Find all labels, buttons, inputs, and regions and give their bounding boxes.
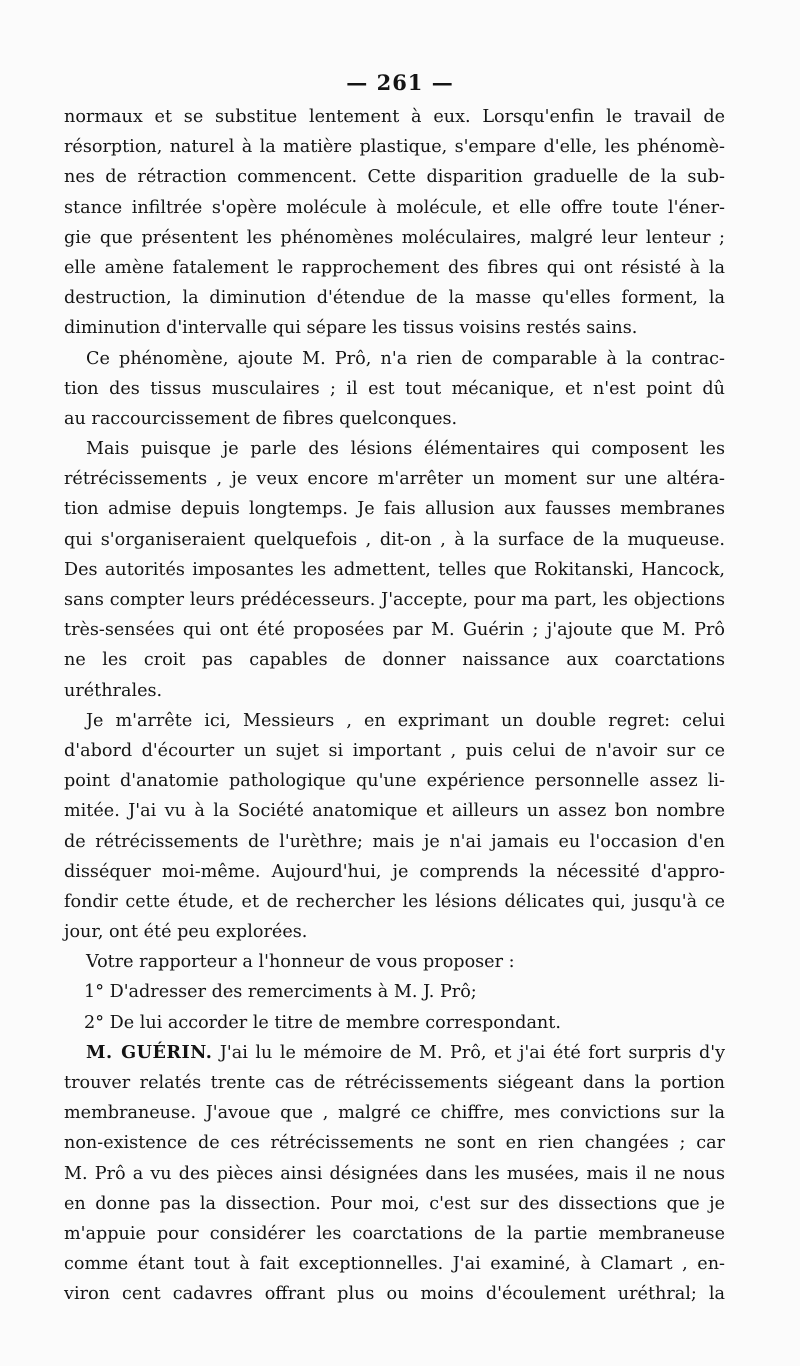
text-line: jour, ont été peu explorées. <box>64 922 308 943</box>
paragraph-first-line: Je m'arrête ici, Messieurs , en exprimant un double regret: celui <box>86 710 725 731</box>
text-line: Des autorités imposantes les admettent, telles que Rokitanski, Hancock, <box>64 559 725 580</box>
text-line: sans compter leurs prédécesseurs. J'accepte, pour ma part, les objections <box>64 590 725 610</box>
paragraph-first-line <box>64 1038 725 1068</box>
text-line: trouver relatés trente cas de rétrécissements siégeant dans la portion <box>64 1073 725 1093</box>
text-line: non-existence de ces rétrécissements ne sont en rien changées ; car <box>64 1133 725 1154</box>
text-line: point d'anatomie pathologique qu'une expérience personnelle assez li- <box>64 771 725 792</box>
text-line: stance infiltrée s'opère molécule à molécule, et elle offre toute l'éner- <box>64 197 725 218</box>
text-line: rétrécissements , je veux encore m'arrêter un moment sur une altéra- <box>64 469 725 490</box>
text-line: diminution d'intervalle qui sépare les tissus voisins restés sains. <box>64 318 638 339</box>
text-line: mitée. J'ai vu à la Société anatomique et ailleurs un assez bon nombre <box>64 801 725 822</box>
text-line: tion admise depuis longtemps. Je fais allusion aux fausses membranes <box>64 499 725 520</box>
page-number: — 261 — <box>346 70 454 95</box>
text-line: qui s'organiseraient quelquefois , dit-on , à la surface de la muqueuse. <box>64 529 725 550</box>
text-line: au raccourcissement de fibres quelconques. <box>64 408 458 429</box>
speaker-name: M. GUÉRIN. <box>86 1041 213 1063</box>
paragraph-first-line: Votre rapporteur a l'honneur de vous proposer : <box>86 952 515 973</box>
text-line: résorption, naturel à la matière plastique, s'empare d'elle, les phénomè- <box>64 137 725 158</box>
speaker-text: J'ai lu le mémoire de M. Prô, et j'ai été fort surpris d'y <box>212 1042 726 1063</box>
text-line: ne les croit pas capables de donner naissance aux coarctations <box>64 650 725 671</box>
text-line: gie que présentent les phénomènes moléculaires, malgré leur lenteur ; <box>64 227 725 248</box>
text-line: fondir cette étude, et de rechercher les lésions délicates qui, jusqu'à ce <box>64 891 725 912</box>
text-line: de rétrécissements de l'urèthre; mais je n'ai jamais eu l'occasion d'en <box>64 831 725 852</box>
body-text <box>64 102 725 1310</box>
numbered-item: 2° De lui accorder le titre de membre correspondant. <box>84 1012 561 1033</box>
text-line: destruction, la diminution d'étendue de la masse qu'elles forment, la <box>64 288 725 309</box>
text-line: tion des tissus musculaires ; il est tout mécanique, et n'est point dû <box>64 378 725 399</box>
text-line: d'abord d'écourter un sujet si important , puis celui de n'avoir sur ce <box>64 740 725 761</box>
text-line: uréthrales. <box>64 680 163 701</box>
paragraph-first-line: Ce phénomène, ajoute M. Prô, n'a rien de comparable à la contrac- <box>86 348 725 369</box>
text-line: viron cent cadavres offrant plus ou moins d'écoulement uréthral; la <box>64 1284 725 1305</box>
text-line: en donne pas la dissection. Pour moi, c'est sur des dissections que je <box>64 1193 725 1214</box>
text-line: nes de rétraction commencent. Cette disparition graduelle de la sub- <box>64 167 725 188</box>
numbered-item: 1° D'adresser des remerciments à M. J. Prô; <box>84 982 477 1003</box>
text-line: M. Prô a vu des pièces ainsi désignées dans les musées, mais il ne nous <box>64 1163 725 1184</box>
text-line: m'appuie pour considérer les coarctations de la partie membraneuse <box>64 1223 725 1244</box>
text-line: elle amène fatalement le rapprochement des fibres qui ont résisté à la <box>64 257 725 278</box>
text-line: comme étant tout à fait exceptionnelles. J'ai examiné, à Clamart , en- <box>64 1254 725 1275</box>
text-line: normaux et se substitue lentement à eux. Lorsqu'enfin le travail de <box>64 107 725 127</box>
text-line: membraneuse. J'avoue que , malgré ce chiffre, mes convictions sur la <box>64 1103 725 1124</box>
text-line: disséquer moi-même. Aujourd'hui, je comprends la nécessité d'appro- <box>64 861 725 882</box>
text-line: très-sensées qui ont été proposées par M. Guérin ; j'ajoute que M. Prô <box>64 620 725 641</box>
paragraph-first-line: Mais puisque je parle des lésions élémentaires qui composent les <box>86 439 725 460</box>
